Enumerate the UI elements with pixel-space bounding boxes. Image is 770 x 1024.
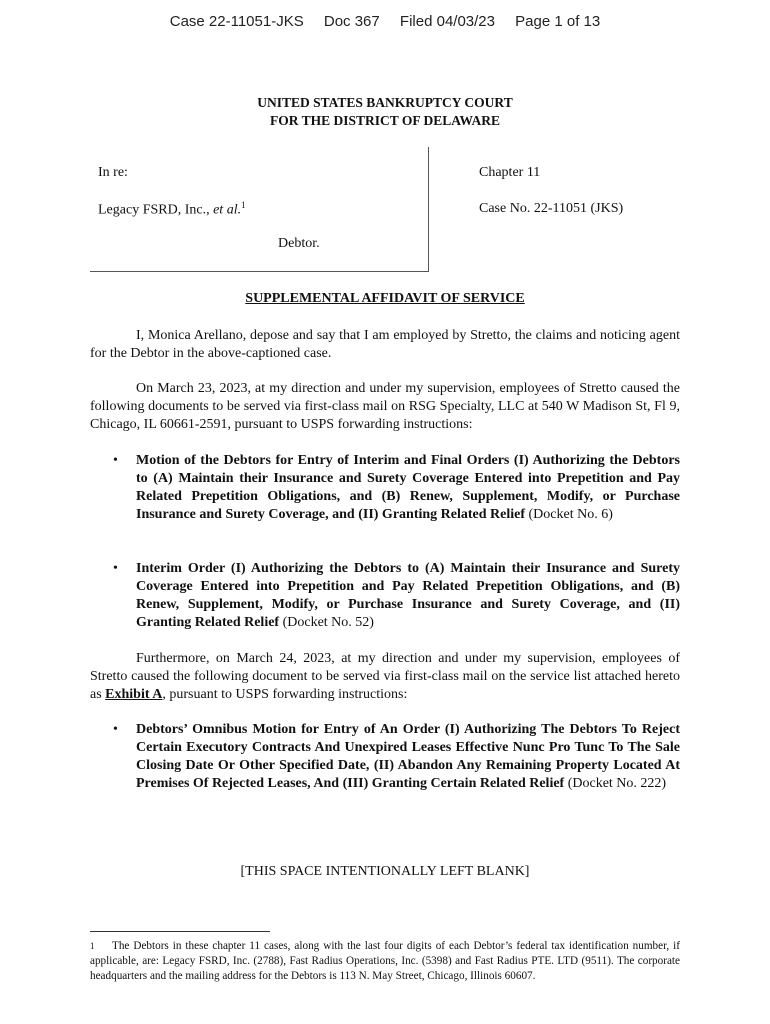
footnote-reference: 1 xyxy=(241,200,246,210)
bullet-marker: • xyxy=(113,453,118,468)
paragraph-text: , pursuant to USPS forwarding instructions: xyxy=(162,687,408,702)
docket-reference: (Docket No. 52) xyxy=(279,615,374,630)
list-item-docket-6 xyxy=(136,452,680,524)
court-name: UNITED STATES BANKRUPTCY COURT xyxy=(257,95,513,110)
document-name: Debtors’ Omnibus Motion for Entry of An Order (I) Authorizing The Debtors To Reject Certain Executory Contracts And Unexpired Leases Effective Nunc Pro Tunc To The Sale Closing Date Or Other Specified Date, (II) Abandon Any Remaining Property Located At Premises Of Rejected Leases, And (III) Granting Certain Related Relief xyxy=(136,722,680,791)
paragraph-declarant: I, Monica Arellano, depose and say that I am employed by Stretto, the claims and noticing agent for the Debtor in the above-captioned case. xyxy=(90,328,680,361)
doc-number-header: Doc 367 xyxy=(323,13,380,30)
document-title: SUPPLEMENTAL AFFIDAVIT OF SERVICE xyxy=(245,291,525,306)
paragraph-service-march-24 xyxy=(90,650,680,704)
debtor-label: Debtor. xyxy=(278,236,320,251)
list-item-docket-52 xyxy=(136,560,680,632)
debtor-name-text: Legacy FSRD, Inc., xyxy=(98,202,214,218)
paragraph-service-march-23: On March 23, 2023, at my direction and under my supervision, employees of Stretto caused the following documents to be served via first-class mail on RSG Specialty, LLC at 540 W Madison St, Fl 9, Chicago, IL 60661-2591, pursuant to USPS forwarding instructions: xyxy=(90,381,680,432)
in-re-label: In re: xyxy=(98,165,128,180)
case-number: Case No. 22-11051 (JKS) xyxy=(479,201,624,216)
paragraph-text: Furthermore, on March 24, 2023, at my direction and under my supervision, employees of Stretto caused the following document to be served via first-class mail on the service list attached hereto as xyxy=(90,651,680,702)
docket-reference: (Docket No. 6) xyxy=(525,507,613,522)
exhibit-a-reference: Exhibit A xyxy=(105,687,163,702)
bullet-marker: • xyxy=(113,722,118,737)
court-district: FOR THE DISTRICT OF DELAWARE xyxy=(269,113,501,128)
docket-reference: (Docket No. 222) xyxy=(564,776,667,791)
court-heading xyxy=(0,94,770,130)
page-number-header: Page 1 of 13 xyxy=(515,13,601,30)
et-al: et al. xyxy=(213,202,242,218)
footnote-text: The Debtors in these chapter 11 cases, along with the last four digits of each Debtor’s federal tax identification number, if applicable, are: Legacy FSRD, Inc. (2788), Fast Radius Operations, Inc. (5398) and Fast Radius PTE. LTD (9511). The corporate headquarters and the mailing address for the Debtors is 113 N. May Street, Chicago, Illinois 60607. xyxy=(90,940,680,982)
chapter-label: Chapter 11 xyxy=(479,165,541,180)
footnote xyxy=(90,939,680,984)
footnote-marker: 1 xyxy=(90,941,95,951)
footnote-divider xyxy=(90,931,270,932)
list-item-docket-222 xyxy=(136,721,680,793)
debtor-name xyxy=(98,200,246,219)
case-caption-box xyxy=(90,147,429,272)
case-number-header: Case 22-11051-JKS xyxy=(169,13,304,30)
page-header xyxy=(0,13,770,30)
filed-date-header: Filed 04/03/23 xyxy=(399,13,495,30)
document-name: Motion of the Debtors for Entry of Interim and Final Orders (I) Authorizing the Debtors to (A) Maintain their Insurance and Surety Coverage Entered into Prepetition and Pay Related Prepetition Obligations, and (B) Renew, Supplement, Modify, or Purchase Insurance and Surety Coverage, and (II) Granting Related Relief xyxy=(136,453,680,522)
blank-space-notice: [THIS SPACE INTENTIONALLY LEFT BLANK] xyxy=(240,864,530,879)
bullet-marker: • xyxy=(113,561,118,576)
document-name: Interim Order (I) Authorizing the Debtors to (A) Maintain their Insurance and Surety Coverage Entered into Prepetition and Pay Related Prepetition Obligations, and (B) Renew, Supplement, Modify, or Purchase Insurance and Surety Coverage, and (II) Granting Related Relief xyxy=(136,561,680,630)
